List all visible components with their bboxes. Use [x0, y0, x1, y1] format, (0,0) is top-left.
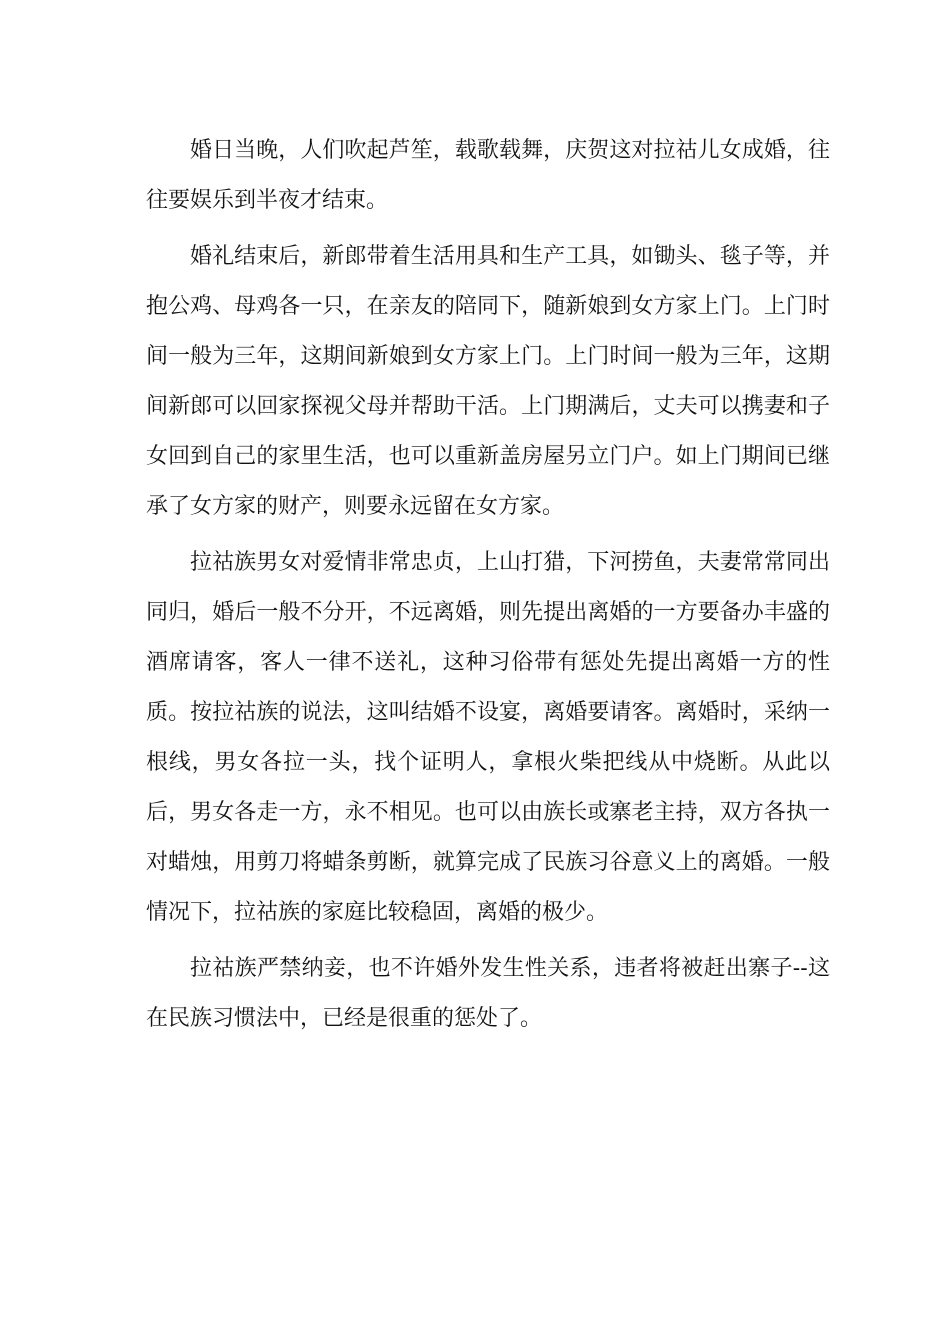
- paragraph-1: 婚日当晚，人们吹起芦笙，载歌载舞，庆贺这对拉祜儿女成婚，往往要娱乐到半夜才结束。: [146, 138, 830, 213]
- paragraph-2: 婚礼结束后，新郎带着生活用具和生产工具，如锄头、毯子等，并抱公鸡、母鸡各一只，在亲友的陪同下，随新娘到女方家上门。上门时间一般为三年，这期间新娘到女方家上门。上门时间一般为三年，这期间新郎可以回家探视父母并帮助干活。上门期满后，丈夫可以携妻和子女回到自己的家里生活，也可以重新盖房屋另立门户。如上门期间已继承了女方家的财产，则要永远留在女方家。: [146, 244, 830, 519]
- document-body: [146, 126, 830, 1050]
- paragraph-3: 拉祜族男女对爱情非常忠贞，上山打猎，下河捞鱼，夫妻常常同出同归，婚后一般不分开，不远离婚，则先提出离婚的一方要备办丰盛的酒席请客，客人一律不送礼，这种习俗带有惩处先提出离婚一方的性质。按拉祜族的说法，这叫结婚不设宴，离婚要请客。离婚时，采纳一根线，男女各拉一头，找个证明人，拿根火柴把线从中烧断。从此以后，男女各走一方，永不相见。也可以由族长或寨老主持，双方各执一对蜡烛，用剪刀将蜡条剪断，就算完成了民族习谷意义上的离婚。一般情况下，拉祜族的家庭比较稳固，离婚的极少。: [146, 550, 830, 925]
- paragraph-4: 拉祜族严禁纳妾，也不许婚外发生性关系，违者将被赶出寨子--这在民族习惯法中，已经是很重的惩处了。: [146, 956, 830, 1031]
